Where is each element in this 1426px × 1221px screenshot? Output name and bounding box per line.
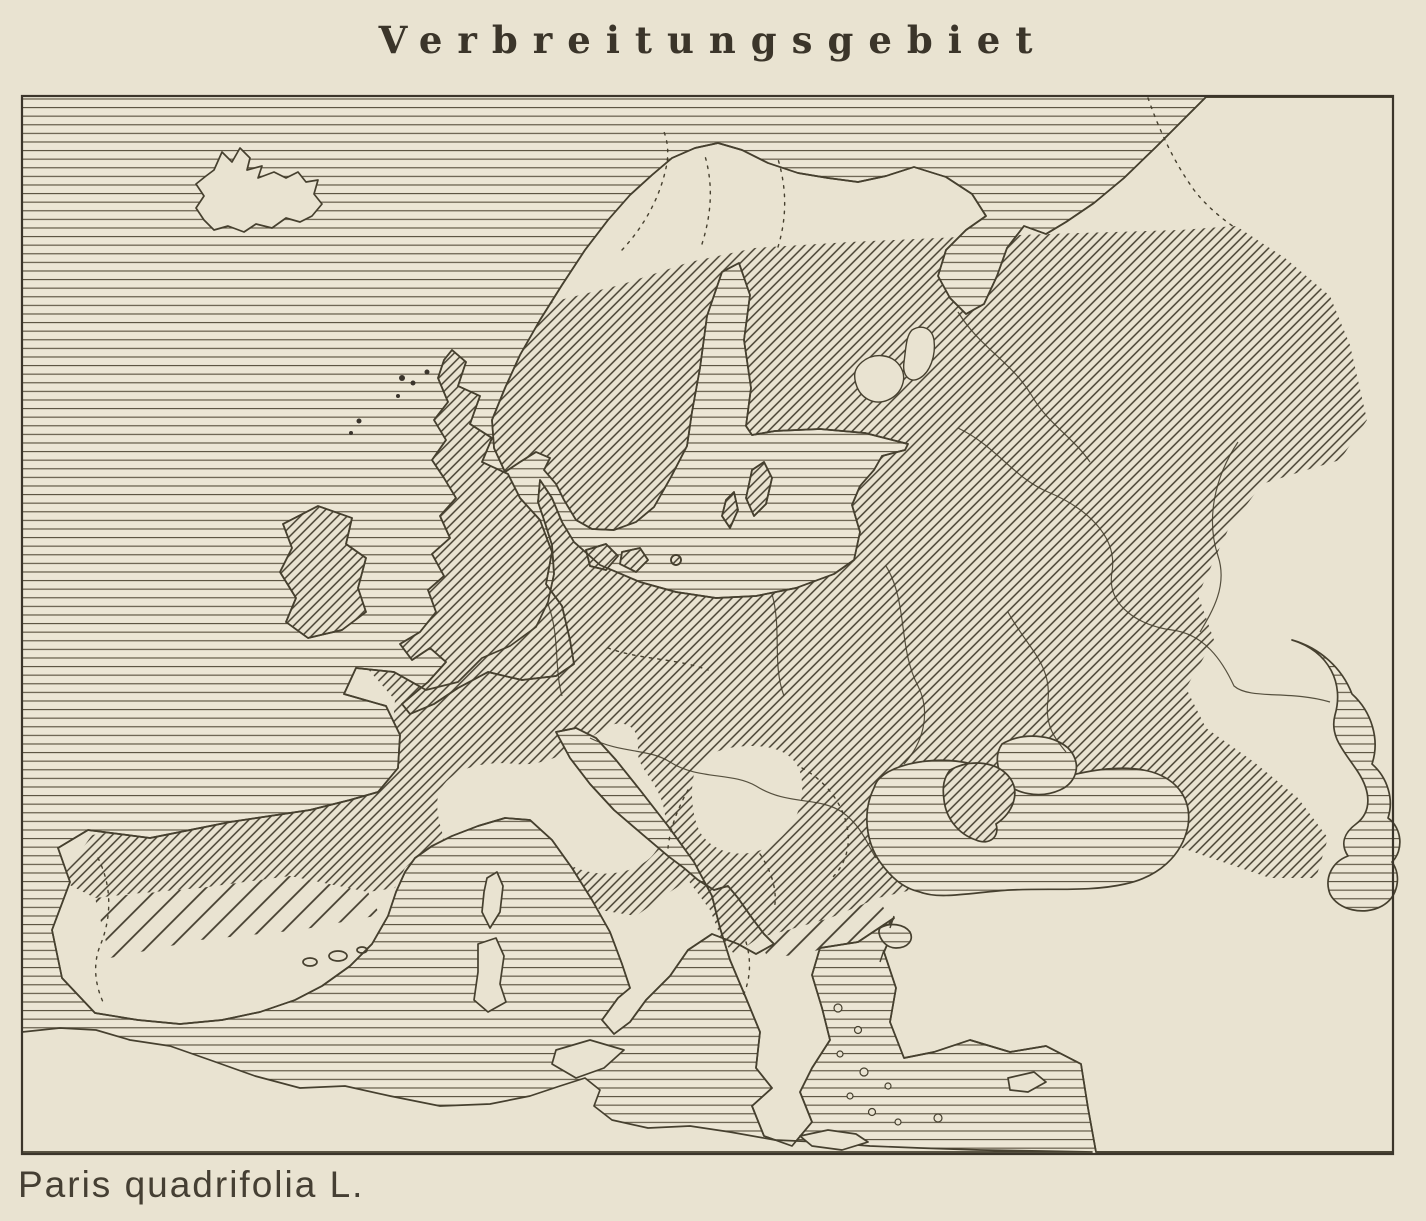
sardinia: [474, 938, 506, 1012]
balearic-island: [329, 951, 347, 961]
species-caption: Paris quadrifolia L.: [18, 1164, 365, 1205]
map-title: Verbreitungsgebiet: [378, 18, 1048, 62]
lake-ladoga: [855, 356, 904, 402]
balearic-island: [303, 958, 317, 966]
